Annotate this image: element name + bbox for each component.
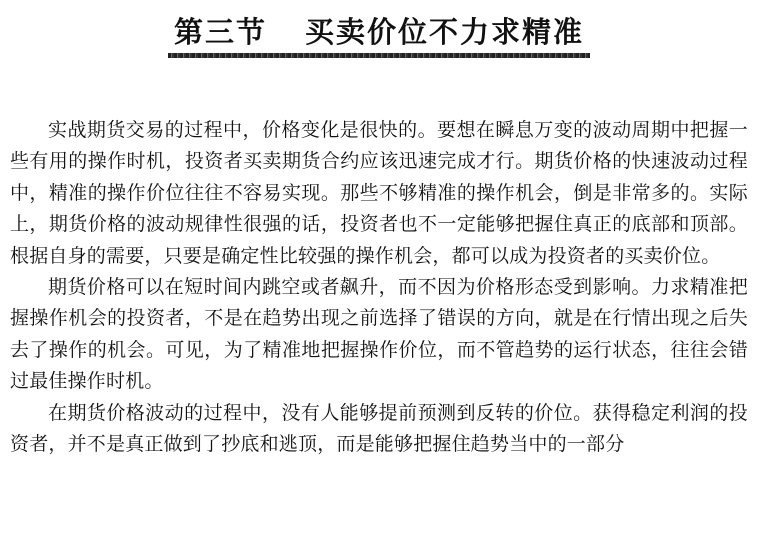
body-text <box>10 115 748 460</box>
section-number: 第三节 <box>173 15 267 49</box>
title-underline <box>168 53 590 58</box>
section-heading <box>0 14 758 58</box>
paragraph-2: 期货价格可以在短时间内跳空或者飙升，而不因为价格形态受到影响。力求精准把握操作机会的投资者，不是在趋势出现之前选择了错误的方向，就是在行情出现之后失去了操作的机会。可见，为了精准地把握操作价位，而不管趋势的运行状态，往往会错过最佳操作时机。 <box>10 276 748 393</box>
paragraph-1: 实战期货交易的过程中，价格变化是很快的。要想在瞬息万变的波动周期中把握一些有用的操作时机，投资者买卖期货合约应该迅速完成才行。期货价格的快速波动过程中，精准的操作价位往往不容易实现。那些不够精准的操作机会，倒是非常多的。实际上，期货价格的波动规律性很强的话，投资者也不一定能够把握住真正的底部和顶部。根据自身的需要，只要是确定性比较强的操作机会，都可以成为投资者的买卖价位。 <box>10 119 748 267</box>
section-title: 买卖价位不力求精准 <box>305 15 585 49</box>
section-heading-inner <box>168 14 590 58</box>
paragraph-3: 在期货价格波动的过程中，没有人能够提前预测到反转的价位。获得稳定利润的投资者，并不是真正做到了抄底和逃顶，而是能够把握住趋势当中的一部分 <box>10 401 748 456</box>
section-title-line <box>174 15 584 49</box>
